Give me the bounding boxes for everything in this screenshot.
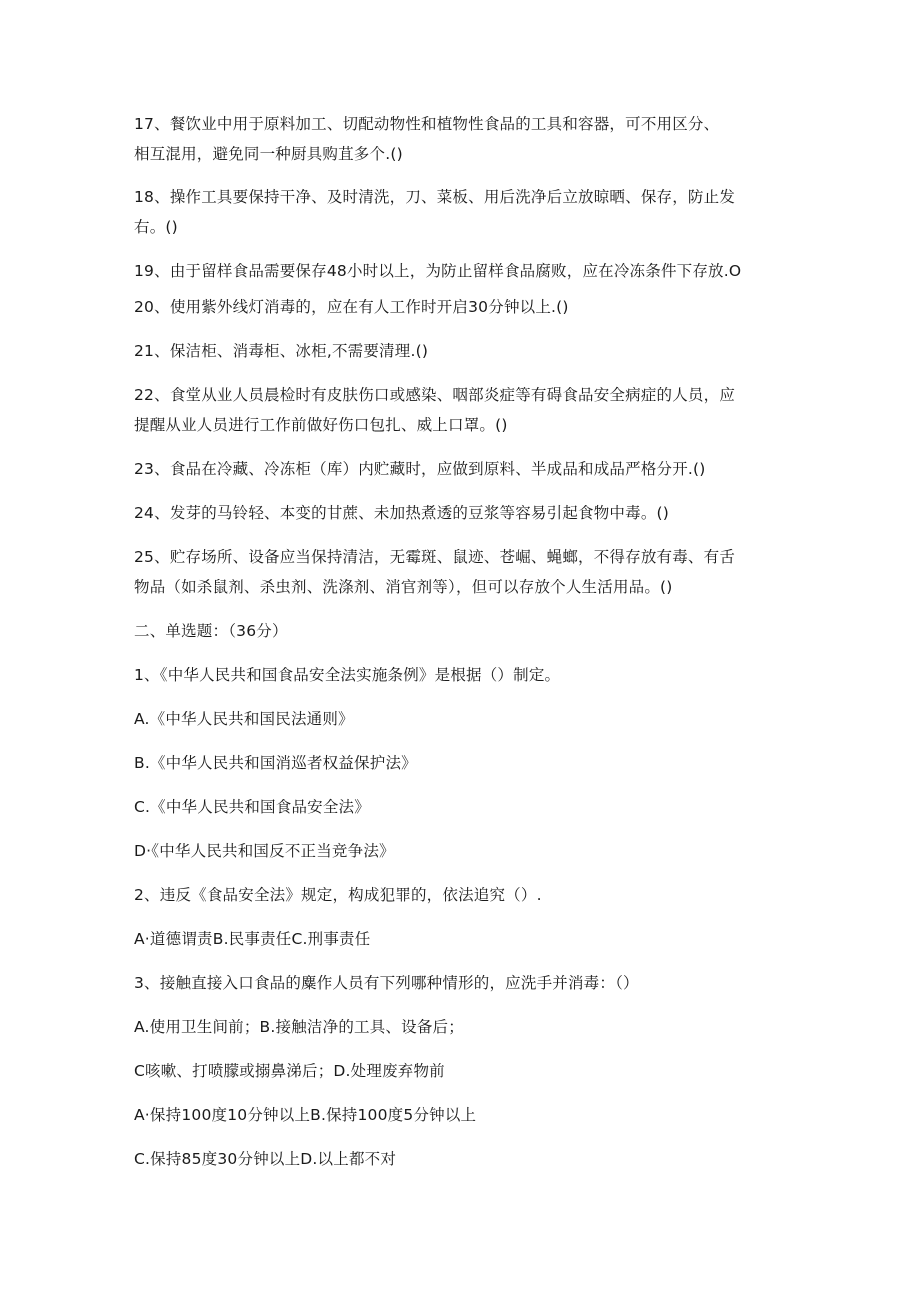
q23-line: 23、食品在冷藏、冷冻柜（库）内贮藏时，应做到原料、半成品和成品严格分开.() [134, 460, 706, 478]
q18-line2: 右。() [134, 218, 178, 236]
s2-q1-option-d: D·《中华人民共和国反不正当竞争法》 [134, 842, 395, 860]
q25-line1: 25、贮存场所、设备应当保持清洁，无霉斑、鼠迹、苍崛、蝇螂，不得存放有毒、有舌 [134, 548, 736, 566]
q25-line2: 物品（如杀鼠剂、杀虫剂、洗涤剂、消官剂等），但可以存放个人生活用品。() [134, 578, 673, 596]
s2-q1-option-b: B.《中华人民共和国消巡者权益保护法》 [134, 754, 417, 772]
s2-q1-question: 1、《中华人民共和国食品安全法实施条例》是根据（）制定。 [134, 666, 561, 684]
q20-line: 20、使用紫外线灯消毒的，应在有人工作时开启30分钟以上.() [134, 298, 569, 316]
s2-q4-options-ab: A·保持100度10分钟以上B.保持100度5分钟以上 [134, 1106, 477, 1124]
q22-line2: 提醒从业人员进行工作前做好伤口包扎、威上口罩。() [134, 416, 508, 434]
s2-q1-option-c: C.《中华人民共和国食品安全法》 [134, 798, 370, 816]
q22-line1: 22、食堂从业人员晨检时有皮肤伤口或感染、咽部炎症等有碍食品安全病症的人员，应 [134, 386, 736, 404]
s2-q2-options: A·道德谓责B.民事责任C.刑事责任 [134, 930, 371, 948]
q18-line1: 18、操作工具要保持干净、及时清洗，刀、菜板、用后洗净后立放晾晒、保存，防止发 [134, 188, 736, 206]
s2-q1-option-a: A.《中华人民共和国民法通则》 [134, 710, 354, 728]
s2-q3-question: 3、接触直接入口食品的麋作人员有下列哪种情形的，应洗手并消毒：（） [134, 974, 639, 992]
s2-q3-options-cd: C咳嗽、打喷朦或搦鼻涕后；D.处理废弃物前 [134, 1062, 445, 1080]
q19-line: 19、由于留样食品需要保存48小时以上，为防止留样食品腐败，应在冷冻条件下存放.O [134, 262, 742, 280]
section2-heading: 二、单选题：（36分） [134, 622, 288, 640]
q24-line: 24、发芽的马铃轻、本变的甘蔗、未加热煮透的豆浆等容易引起食物中毒。() [134, 504, 670, 522]
s2-q2-question: 2、违反《食品安全法》规定，构成犯罪的，依法追究（）. [134, 886, 542, 904]
s2-q3-options-ab: A.使用卫生间前；B.接触洁净的工具、设备后； [134, 1018, 464, 1036]
q21-line: 21、保洁柜、消毒柜、冰柜,不需要清理.() [134, 342, 429, 360]
s2-q4-options-cd: C.保持85度30分钟以上D.以上都不对 [134, 1150, 397, 1168]
q17-line1: 17、餐饮业中用于原料加工、切配动物性和植物性食品的工具和容器，可不用区分、 [134, 115, 720, 133]
q17-line2: 相互混用，避免同一种厨具购苴多个.() [134, 145, 403, 163]
